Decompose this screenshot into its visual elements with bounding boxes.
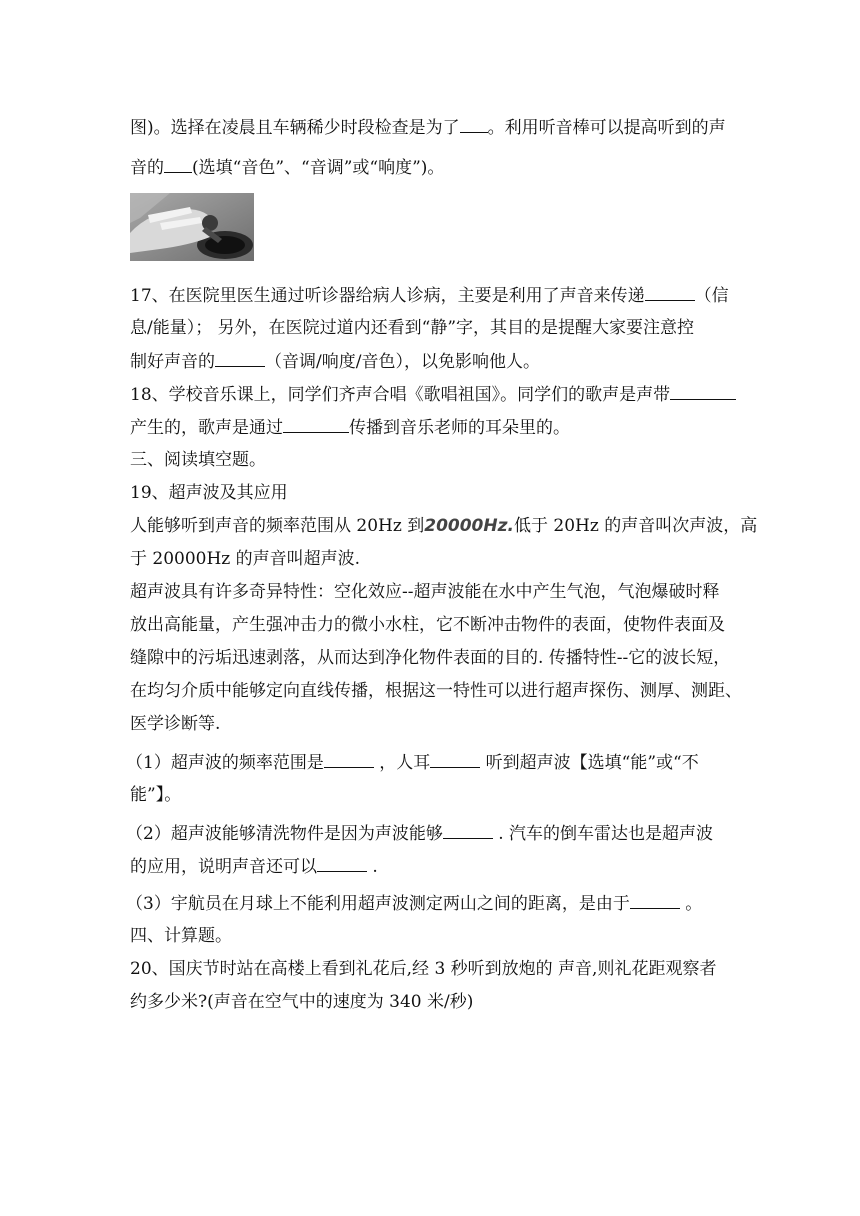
q16-text: (选填“音色”、“音调”或“响度”)。 bbox=[192, 158, 445, 178]
q19-text: 超声波具有许多奇异特性：空化效应--超声波能在水中产生气泡，气泡爆破时释 bbox=[130, 582, 720, 602]
q19-title bbox=[130, 481, 288, 505]
q18-line-1 bbox=[130, 382, 736, 406]
q18-line-2 bbox=[130, 415, 570, 439]
q19-para2-line-4 bbox=[130, 679, 742, 703]
q19-sub-text: ，人耳 bbox=[379, 753, 431, 773]
q19-text: 低于 20Hz 的声音叫次声波，高 bbox=[513, 516, 758, 536]
q17-text: 17、在医院里医生通过听诊器给病人诊病，主要是利用了声音来传递 bbox=[130, 286, 645, 306]
q19-sub-text: 能”】。 bbox=[130, 785, 182, 805]
answer-blank bbox=[670, 382, 736, 400]
q19-para2-line-3 bbox=[130, 646, 730, 670]
section-heading-text: 四、计算题。 bbox=[130, 926, 232, 946]
q19-sub-text: （3）宇航员在月球上不能利用超声波测定两山之间的距离，是由于 bbox=[126, 894, 630, 914]
q19-sub1-line-2 bbox=[130, 783, 181, 807]
section-heading-4 bbox=[130, 924, 232, 948]
answer-blank bbox=[630, 891, 680, 909]
q19-text: 缝隙中的污垢迅速剥落，从而达到净化物件表面的目的. 传播特性--它的波长短， bbox=[130, 648, 731, 668]
answer-blank bbox=[164, 155, 192, 173]
q19-para2-line-1 bbox=[130, 580, 720, 604]
q19-sub2-line-2 bbox=[130, 854, 378, 878]
answer-blank bbox=[317, 854, 367, 872]
q16-text: 音的 bbox=[130, 158, 164, 178]
q19-sub-text: 的应用，说明声音还可以 bbox=[130, 857, 317, 877]
q20-line-1 bbox=[130, 957, 716, 981]
q19-text: 放出高能量，产生强冲击力的微小水柱，它不断冲击物件的表面，使物件表面及 bbox=[130, 615, 725, 635]
q19-sub-text: （2）超声波能够清洗物件是因为声波能够 bbox=[126, 824, 443, 844]
hz-value-image-text: 20000Hz. bbox=[424, 516, 514, 536]
q18-text: 产生的，歌声是通过 bbox=[130, 418, 283, 438]
section-heading-text: 三、阅读填空题。 bbox=[130, 450, 266, 470]
q19-text: 在均匀介质中能够定向直线传播，根据这一特性可以进行超声探伤、测厚、测距、 bbox=[130, 681, 742, 701]
q19-text: 于 20000Hz 的声音叫超声波. bbox=[130, 549, 361, 569]
q17-text: （音调/响度/音色），以免影响他人。 bbox=[265, 352, 540, 372]
q17-line-2 bbox=[130, 316, 694, 340]
q18-text: 传播到音乐老师的耳朵里的。 bbox=[349, 418, 570, 438]
q17-text: （信 bbox=[694, 286, 729, 306]
answer-blank bbox=[460, 115, 488, 133]
q17-text: 制好声音的 bbox=[130, 352, 215, 372]
q20-text: 20、国庆节时站在高楼上看到礼花后,经 3 秒听到放炮的 声音,则礼花距观察者 bbox=[130, 959, 717, 979]
q20-line-2 bbox=[130, 990, 473, 1014]
q16-text: 图)。选择在凌晨且车辆稀少时段检查是为了 bbox=[130, 118, 460, 138]
q17-text: 息/能量）； 另外，在医院过道内还看到“静”字，其目的是提醒大家要注意控 bbox=[130, 318, 695, 338]
q19-para2-line-5 bbox=[130, 712, 220, 736]
q19-text: 医学诊断等. bbox=[130, 714, 221, 734]
answer-blank bbox=[430, 750, 480, 768]
worker-listening-photo bbox=[130, 193, 254, 261]
q19-sub1-line-1 bbox=[126, 750, 699, 774]
q19-sub-text: . bbox=[372, 857, 378, 877]
q19-para1-line-2 bbox=[130, 547, 360, 571]
answer-blank bbox=[215, 349, 265, 367]
q16-text: 。利用听音棒可以提高听到的声 bbox=[487, 118, 726, 138]
q19-sub-text: 听到超声波【选填“能”或“不 bbox=[485, 753, 699, 773]
q19-title-text: 19、超声波及其应用 bbox=[130, 483, 288, 503]
answer-blank bbox=[324, 750, 374, 768]
section-heading-3 bbox=[130, 448, 266, 472]
q16-line-1 bbox=[130, 115, 726, 139]
answer-blank bbox=[645, 283, 695, 301]
answer-blank bbox=[443, 821, 493, 839]
q17-line-3 bbox=[130, 349, 540, 373]
answer-blank bbox=[283, 415, 349, 433]
q19-sub3-line-1 bbox=[126, 891, 702, 915]
q19-sub-text: . 汽车的倒车雷达也是超声波 bbox=[498, 824, 714, 844]
q17-line-1 bbox=[130, 283, 729, 307]
q16-line-2 bbox=[130, 155, 444, 179]
q19-sub2-line-1 bbox=[126, 821, 713, 845]
q19-para1-line-1 bbox=[130, 514, 757, 538]
q18-text: 18、学校音乐课上，同学们齐声合唱《歌唱祖国》。同学们的歌声是声带 bbox=[130, 385, 671, 405]
q19-sub-text: （1）超声波的频率范围是 bbox=[126, 753, 324, 773]
q19-sub-text: 。 bbox=[685, 894, 703, 914]
q20-text: 约多少米?(声音在空气中的速度为 340 米/秒) bbox=[130, 992, 474, 1012]
q19-text: 人能够听到声音的频率范围从 20Hz 到 bbox=[130, 516, 425, 536]
q19-para2-line-2 bbox=[130, 613, 725, 637]
